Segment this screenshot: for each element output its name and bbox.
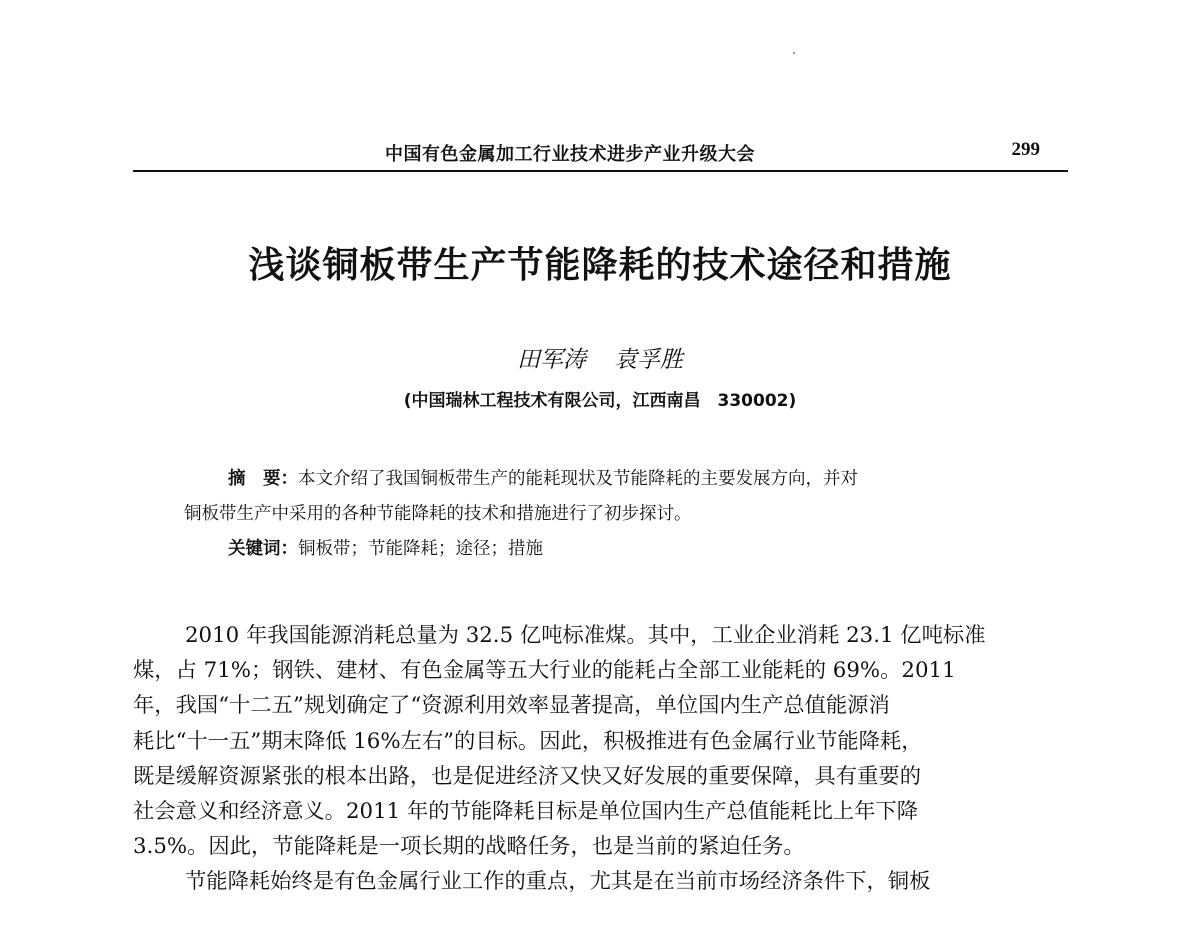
body-text <box>133 618 1073 900</box>
body-line: 社会意义和经济意义。2011 年的节能降耗目标是单位国内生产总值能耗比上年下降 <box>133 798 919 824</box>
body-line: 既是缓解资源紧张的根本出路，也是促进经济又快又好发展的重要保障，具有重要的 <box>133 763 921 789</box>
body-line: 耗比“十一五”期末降低 16%左右”的目标。因此，积极推进有色金属行业节能降耗， <box>133 728 923 754</box>
running-header <box>133 136 1068 172</box>
abstract-text: 铜板带生产中采用的各种节能降耗的技术和措施进行了初步探讨。 <box>184 504 692 524</box>
keywords <box>184 532 1034 567</box>
body-line: 节能降耗始终是有色金属行业工作的重点，尤其是在当前市场经济条件下，铜板 <box>185 869 931 895</box>
page-number: 299 <box>1011 139 1040 160</box>
body-line: 2010 年我国能源消耗总量为 32.5 亿吨标准煤。其中，工业企业消耗 23.1 亿吨标准 <box>185 623 986 648</box>
body-line: 年，我国“十二五”规划确定了“资源利用效率显著提高，单位国内生产总值能源消 <box>133 693 890 719</box>
body-line: 煤，占 71%；钢铁、建材、有色金属等五大行业的能耗占全部工业能耗的 69%。2011 <box>133 658 956 684</box>
author-name: 袁孚胜 <box>614 347 683 373</box>
abstract-line <box>184 462 1034 497</box>
author-name: 田军涛 <box>517 347 586 373</box>
abstract-label: 摘 要： <box>228 469 298 489</box>
running-header-title: 中国有色金属加工行业技术进步产业升级大会 <box>385 144 755 165</box>
body-line: 3.5%。因此，节能降耗是一项长期的战略任务，也是当前的紧迫任务。 <box>133 834 805 860</box>
abstract-line <box>184 497 1034 532</box>
abstract <box>184 462 1034 567</box>
keywords-text: 铜板带；节能降耗；途径；措施 <box>298 539 543 559</box>
keywords-label: 关键词： <box>228 539 298 559</box>
author-affiliation: (中国瑞林工程技术有限公司，江西南昌 330002) <box>403 391 797 411</box>
scan-speck <box>793 52 795 54</box>
author-list <box>0 341 1200 374</box>
abstract-text: 本文介绍了我国铜板带生产的能耗现状及节能降耗的主要发展方向，并对 <box>298 469 858 489</box>
paper-title: 浅谈铜板带生产节能降耗的技术途径和措施 <box>248 244 952 286</box>
